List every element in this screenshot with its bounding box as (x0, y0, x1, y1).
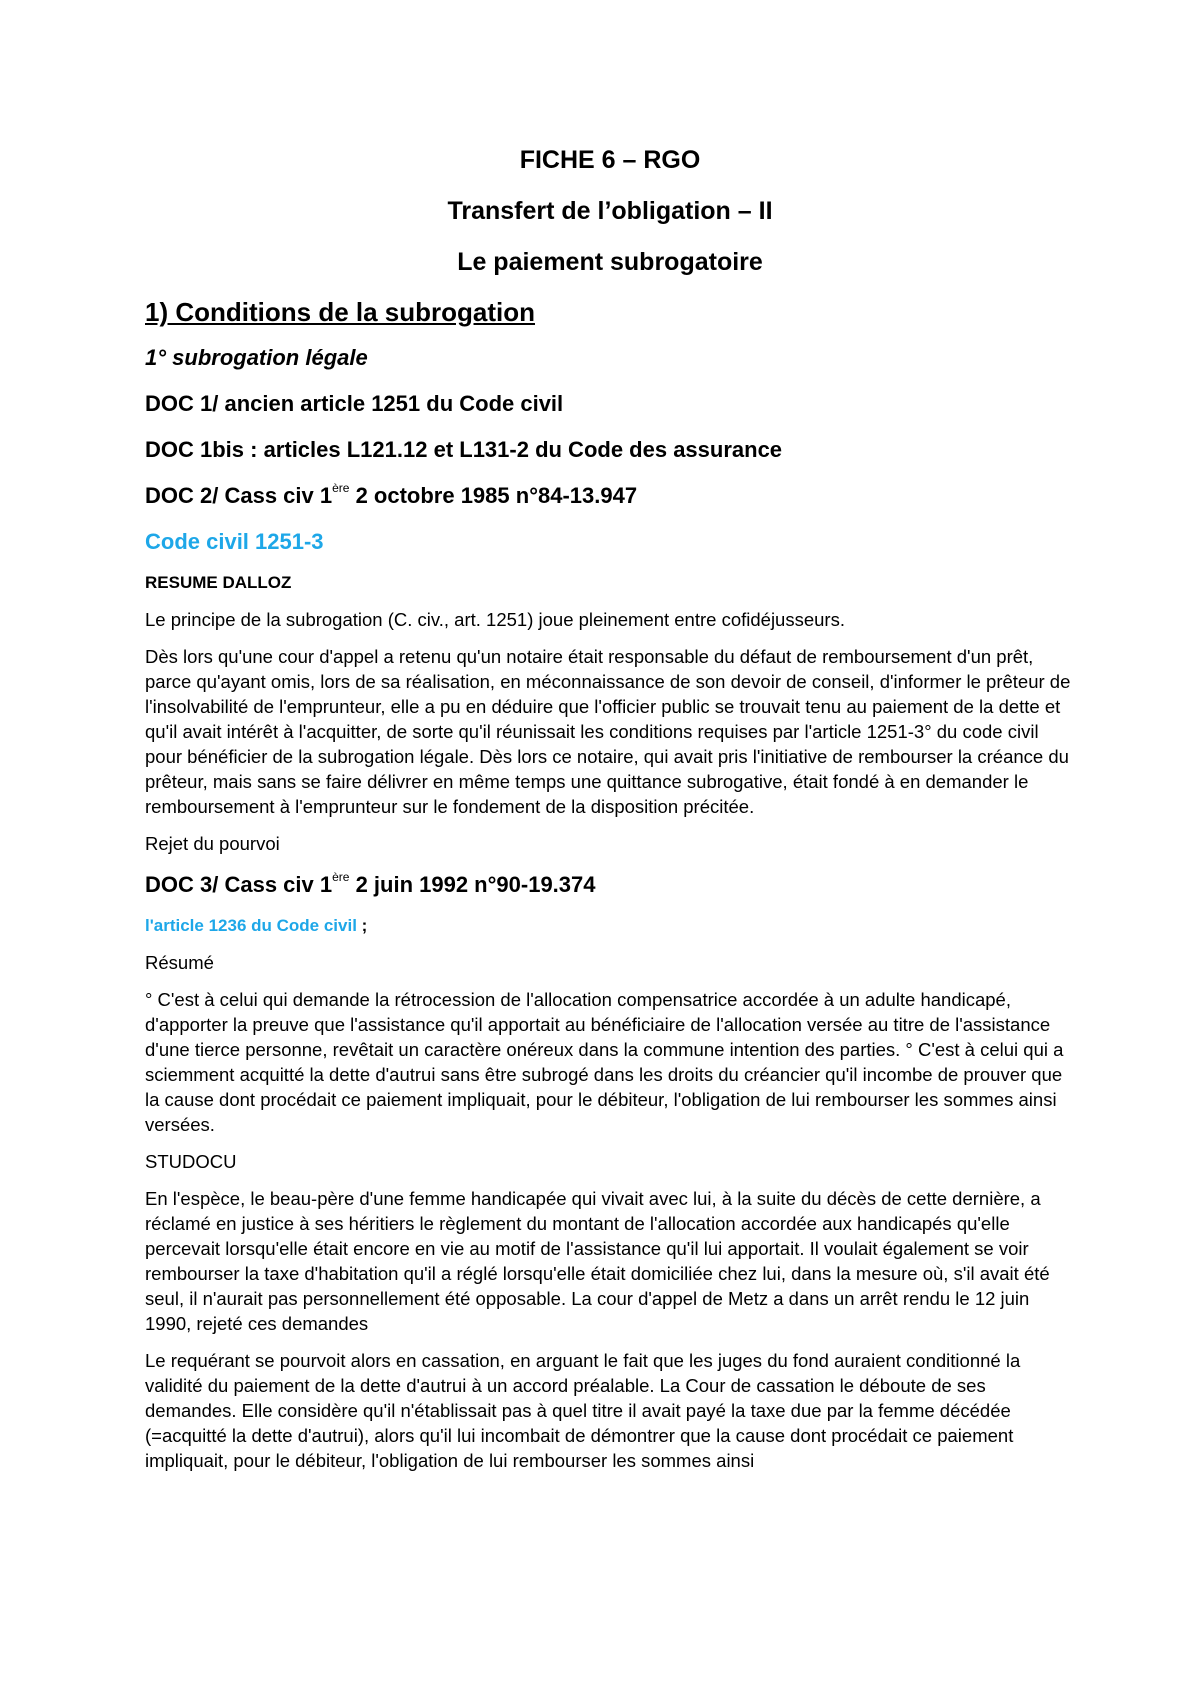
document-subtitle: Transfert de l’obligation – II (447, 197, 773, 225)
document-title: Le paiement subrogatoire (457, 248, 763, 276)
doc3-heading-date: 2 juin 1992 n°90-19.374 (349, 872, 596, 897)
paragraph-pourvoi: Le requérant se pourvoit alors en cassation, en arguant le fait que les juges du fond auraient conditionné la validité du paiement de la dette d'autrui à un accord préalable. La Cour de cassation le déboute de ses demandes. Elle considère qu'il n'établissait pas à quel titre il avait payé la taxe due par la femme décédée (=acquitté la dette d'autrui), alors qu'il lui incombait de démontrer que la cause dont procédait ce paiement impliquait, pour le débiteur, l'obligation de lui rembourser les sommes ainsi (145, 1350, 1021, 1471)
paragraph-notaire: Dès lors qu'une cour d'appel a retenu qu'un notaire était responsable du défaut de remboursement d'un prêt, parce qu'ayant omis, lors de sa réalisation, en méconnaissance de son devoir de conseil, d'informer le prêteur de l'insolvabilité de l'emprunteur, elle a pu en déduire que l'officier public se trouvait tenu au paiement de la dette et qu'il avait intérêt à l'acquitter, de sorte qu'il réunissait les conditions requises par l'article 1251-3° du code civil pour bénéficier de la subrogation légale. Dès lors ce notaire, qui avait pris l'initiative de rembourser la créance du prêteur, mais sans se faire délivrer en même temps une quittance subrogative, était fondé à en demander le remboursement à l'emprunteur sur le fondement de la disposition précitée. (145, 646, 1071, 817)
section-heading-conditions: 1) Conditions de la subrogation (145, 297, 535, 327)
resume-dalloz-label: RESUME DALLOZ (145, 573, 292, 592)
doc2-heading-main: DOC 2/ Cass civ 1 (145, 483, 333, 508)
doc1bis-heading: DOC 1bis : articles L121.12 et L131-2 du Code des assurance (145, 437, 783, 462)
rejet-text: Rejet du pourvoi (145, 833, 280, 854)
document-content (145, 141, 1075, 1473)
doc2-heading (145, 481, 1075, 511)
subsection-heading-legale: 1° subrogation légale (145, 345, 368, 370)
paragraph-resume: ° C'est à celui qui demande la rétrocession de l'allocation compensatrice accordée à un adulte handicapé, d'apporter la preuve que l'assistance qu'il apportait au bénéficiaire de l'allocation versée au titre de l'assistance d'une tierce personne, revêtait un caractère onéreux dans la commune intention des parties. ° C'est à celui qui a sciemment acquitté la dette d'autrui sans être subrogé dans les droits du créancier qu'il incombe de prouver que la cause dont procédait ce paiement impliquait, pour le débiteur, l'obligation de lui rembourser les sommes ainsi versées. (145, 989, 1064, 1135)
doc2-heading-sup: ère (332, 480, 350, 495)
paragraph-principe: Le principe de la subrogation (C. civ., art. 1251) joue pleinement entre cofidéjusseurs. (145, 609, 845, 630)
code-civil-link[interactable]: Code civil 1251-3 (145, 529, 324, 554)
doc3-heading-sup: ère (332, 869, 350, 884)
doc3-heading (145, 870, 1075, 900)
article-suffix: ; (356, 916, 368, 935)
doc2-heading-date: 2 octobre 1985 n°84-13.947 (349, 483, 638, 508)
doc1-heading: DOC 1/ ancien article 1251 du Code civil (145, 391, 564, 416)
fiche-title: FICHE 6 – RGO (519, 146, 701, 174)
studocu-label: STUDOCU (145, 1151, 237, 1172)
article-reference (145, 914, 1075, 938)
article-1236-link[interactable]: l'article 1236 du Code civil (145, 916, 357, 935)
paragraph-espece: En l'espèce, le beau-père d'une femme handicapée qui vivait avec lui, à la suite du décès de cette dernière, a réclamé en justice à ses héritiers le règlement du montant de l'allocation accordée aux handicapés qu'elle percevait lorsqu'elle était encore en vie au motif de l'assistance qu'il lui apportait. Il voulait également se voir rembourser la taxe d'habitation qu'il a réglé lorsqu'elle était domiciliée chez lui, dans la mesure où, s'il avait été seul, il n'aurait pas personnellement été opposable. La cour d'appel de Metz a dans un arrêt rendu le 12 juin 1990, rejeté ces demandes (145, 1188, 1050, 1334)
doc3-heading-main: DOC 3/ Cass civ 1 (145, 872, 333, 897)
resume-label: Résumé (145, 952, 214, 973)
